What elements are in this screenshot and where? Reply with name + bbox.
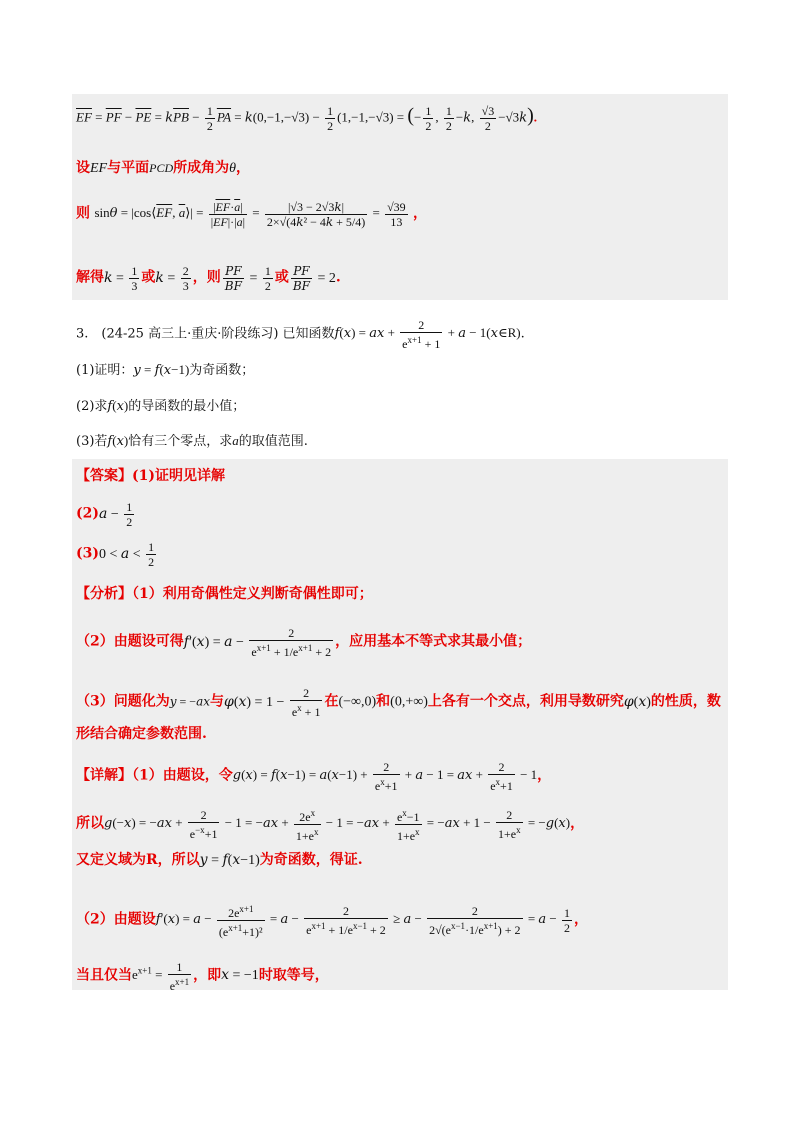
detail-4: （2）由题设f′(x) = a − $\frac{2e^{x+1}}{(e^{x+1}+1)^2}$ = a − $\frac{2}{e^{x+1} + 1/e^{x-1} + 2}$ ≥ a − $\frac{2}{2√(e^{x-1}\cdot 1/e^{x+1}) + 2}$ = a − $\frac{1}{2}$ ， bbox=[76, 904, 589, 939]
detail-2: 所以g(−x) = −ax + $\frac{2}{e^{-x}+1}$ − 1 = −ax + $\frac{2e^x}{1+e^x}$ − 1 = −ax + $\frac{e^x-1}{1+e^x}$ = −ax + 1 − $\frac{2}{1+e^x}$ = −g(x)， bbox=[76, 808, 585, 843]
detail-3: 又定义域为R，所以y = f(x−1)为奇函数，得证. bbox=[76, 852, 363, 868]
analysis-3: （3）问题化为y = −ax与φ(x) = 1 − $\frac{2}{e^x + 1}$ 在(−∞,0)和(0,+∞)上各有一个交点，利用导数研究φ(x)的性质，数 bbox=[76, 686, 721, 719]
detail-5: 当且仅当$e^{x+1}$ = $\frac{1}{e^{x+1}}$ ，即x = −1时取等号， bbox=[76, 960, 329, 993]
sin-prefix: 则 bbox=[76, 205, 90, 222]
solve-k-line: 解得k = $\frac{1}{3}$ 或k = $\frac{2}{3}$ ，则 $\frac{PF}{BF}$ = $\frac{1}{2}$ 或 $\frac{PF}{BF}$ = 2. bbox=[76, 264, 341, 293]
analysis-4: 形结合确定参数范围. bbox=[76, 726, 207, 742]
analysis-2: （2）由题设可得f′(x) = a − $\frac{2}{e^{x+1} + 1/e^{x+1} + 2}$ ，应用基本不等式求其最小值； bbox=[76, 626, 532, 659]
angle-setup-line: 设EF与平面PCD所成角为θ， bbox=[76, 160, 250, 176]
problem-3-part3: (3)若f(x)恰有三个零点，求a的取值范围. bbox=[76, 433, 308, 449]
problem-3-stem: 3. (24-25 高三上·重庆·阶段练习) 已知函数f(x) = ax + $\frac{2}{e^{x+1} + 1}$ + a − 1(x∈R). bbox=[76, 318, 525, 351]
problem-3-part2: (2)求f(x)的导函数的最小值； bbox=[76, 398, 246, 414]
problem-3-part1: (1)证明：y = f(x−1)为奇函数； bbox=[76, 362, 255, 378]
sin-theta-line: 则 $\sin\theta = |\cos⟨\overline{EF}$, $\overline{a}⟩|$ = $\frac{|\overline{EF}\cdot\overline{a}|}{|\overline{EF}|\cdot|\overline{a}|}$ = $\frac{|√3 - 2√3k|}{\text{2×√(4k² − 4k + 5/4)}}$ = $\frac{√39}{13}$ ， bbox=[76, 200, 427, 229]
ef-vector-line: $\overline{EF} = \overline{PF} - \overline{PE} = k\overline{PB}$ − $\frac{1}{2}$ $\overline{PA} = k(0,-1,-√3)$ − $\frac{1}{2}$ (1,−1,−√3) = (− $\frac{1}{2}$ , $\frac{1}{2}$ −k, $\frac{√3}{2}$ −√3k). bbox=[76, 104, 537, 133]
answer-2: (2)a − $\frac{1}{2}$ bbox=[76, 500, 133, 529]
sin-suffix: ， bbox=[412, 205, 427, 222]
answer-1: 【答案】(1)证明见详解 bbox=[76, 468, 225, 484]
analysis-1: 【分析】（1）利用奇偶性定义判断奇偶性即可； bbox=[76, 586, 373, 602]
detail-1: 【详解】（1）由题设，令g(x) = f(x−1) = a(x−1) + $\frac{2}{e^x+1}$ + a − 1 = ax + $\frac{2}{e^x+1}$ − 1， bbox=[76, 760, 552, 793]
answer-3: (3)0 < a < $\frac{1}{2}$ bbox=[76, 540, 155, 569]
